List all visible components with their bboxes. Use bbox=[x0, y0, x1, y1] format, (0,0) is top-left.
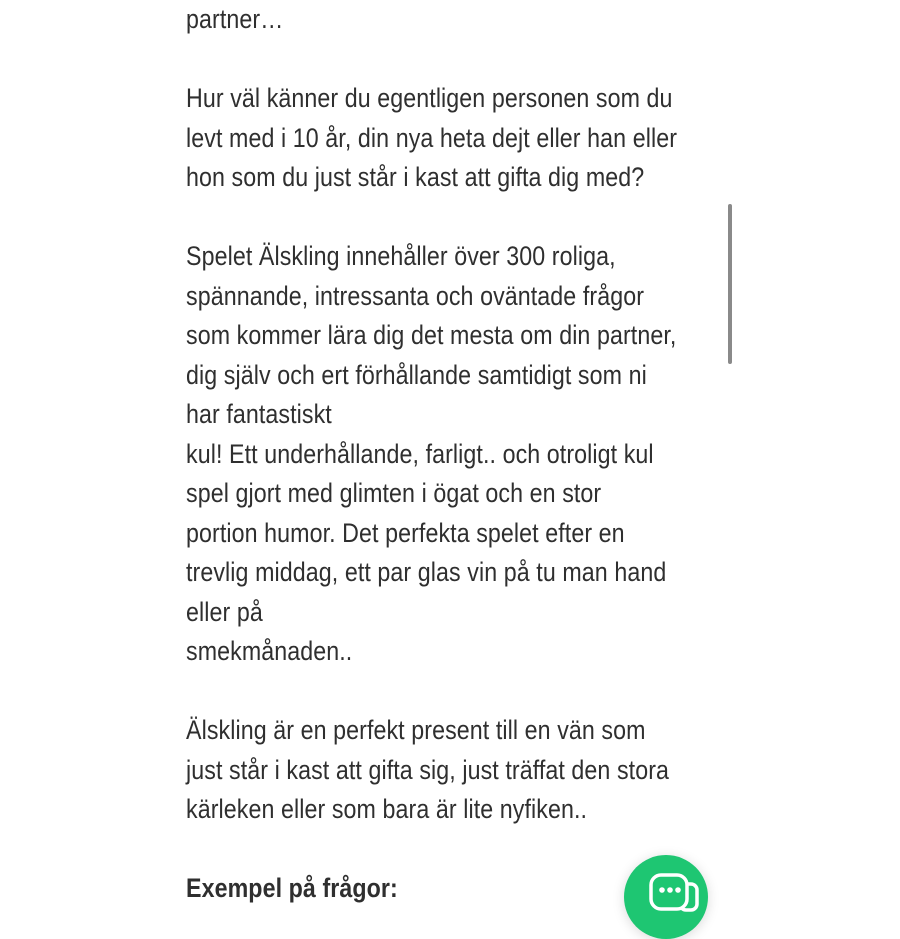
text-line: hon som du just står i kast att gifta dig med? bbox=[186, 162, 645, 192]
chat-widget-button[interactable] bbox=[624, 855, 708, 939]
paragraph bbox=[186, 237, 719, 672]
text-line: som kommer lära dig det mesta om din partner, bbox=[186, 320, 677, 350]
text-line: partner… bbox=[186, 4, 284, 34]
section-heading: Exempel på frågor: bbox=[186, 873, 398, 903]
text-line: kärleken eller som bara är lite nyfiken.. bbox=[186, 794, 588, 824]
paragraph bbox=[186, 0, 719, 40]
text-line: levt med i 10 år, din nya heta dejt eller han eller bbox=[186, 122, 678, 153]
paragraph bbox=[186, 79, 719, 198]
text-line: spännande, intressanta och oväntade frågor bbox=[186, 280, 645, 311]
text-line: trevlig middag, ett par glas vin på tu man hand bbox=[186, 557, 667, 587]
text-line: har fantastiskt bbox=[186, 399, 332, 429]
text-line: just står i kast att gifta sig, just träffat den stora bbox=[186, 754, 670, 785]
paragraph bbox=[186, 711, 719, 830]
product-description bbox=[186, 0, 719, 909]
text-line: eller på bbox=[186, 596, 263, 627]
text-line: Spelet Älskling innehåller över 300 roliga, bbox=[186, 241, 616, 271]
chat-bubbles-icon bbox=[624, 855, 708, 939]
text-line: Hur väl känner du egentligen personen som du bbox=[186, 83, 673, 113]
description-paragraphs bbox=[186, 0, 719, 830]
text-line: kul! Ett underhållande, farligt.. och otroligt kul bbox=[186, 438, 654, 469]
text-line: portion humor. Det perfekta spelet efter en bbox=[186, 517, 625, 548]
text-line: dig själv och ert förhållande samtidigt som ni bbox=[186, 359, 647, 390]
text-line: Älskling är en perfekt present till en vän som bbox=[186, 715, 646, 745]
scrollbar-thumb[interactable] bbox=[728, 204, 732, 364]
text-line: spel gjort med glimten i ögat och en stor bbox=[186, 478, 602, 508]
text-line: smekmånaden.. bbox=[186, 636, 353, 666]
